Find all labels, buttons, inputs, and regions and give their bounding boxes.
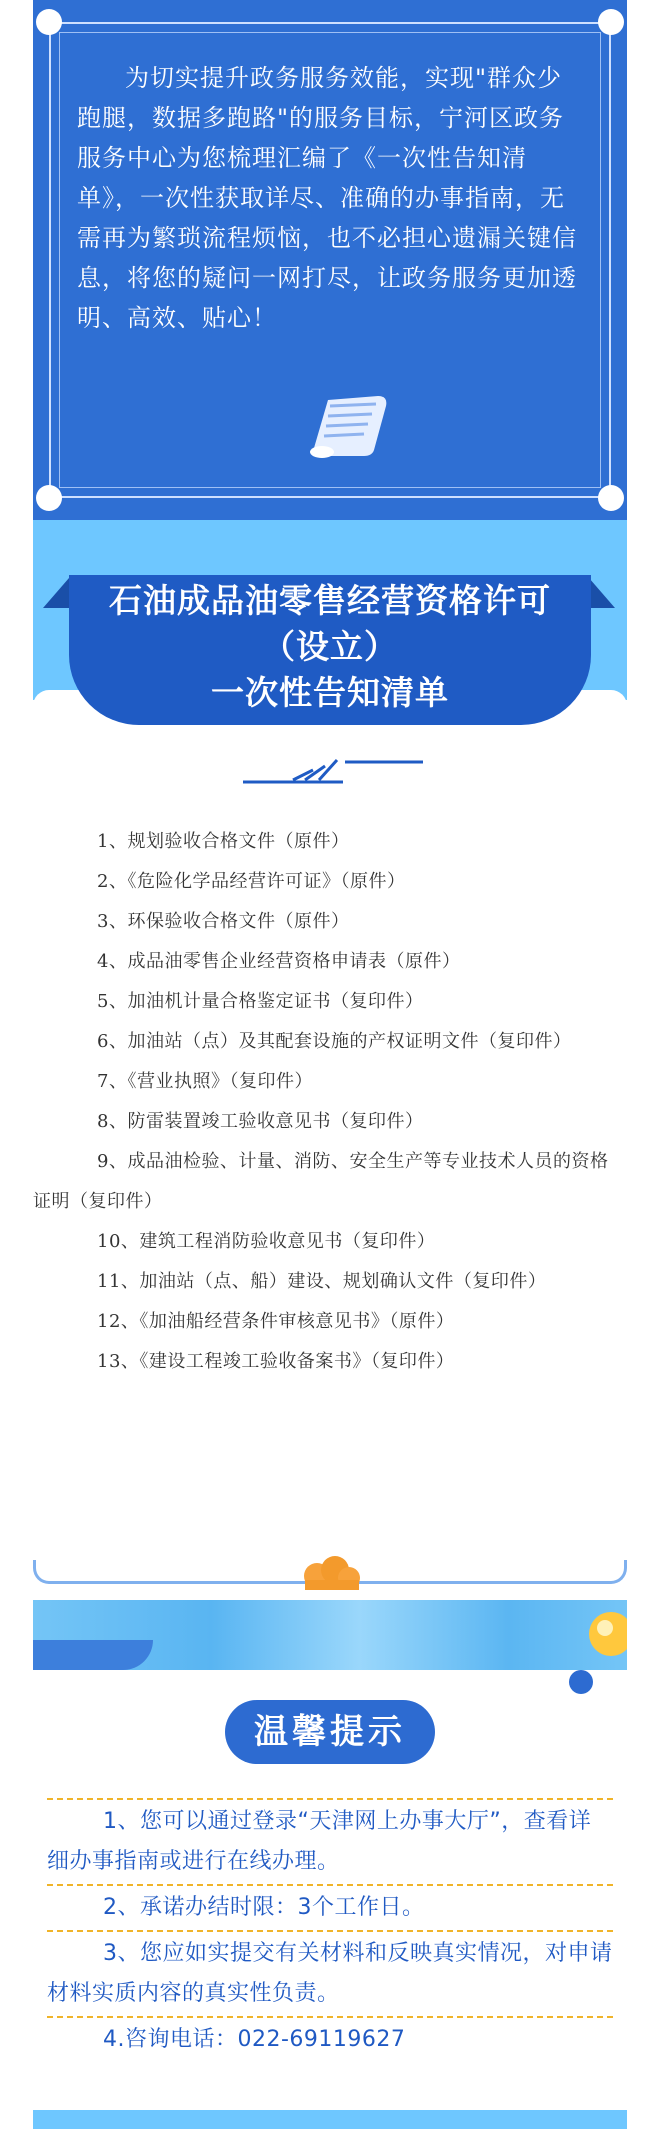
checklist-item: 1、规划验收合格文件（原件） <box>97 831 350 852</box>
checklist-item: 10、建筑工程消防验收意见书（复印件） <box>97 1231 436 1252</box>
checklist-item: 13、《建设工程竣工验收备案书》（复印件） <box>97 1351 455 1372</box>
footer-bar <box>33 2110 627 2129</box>
title-line-2: （设立） <box>262 627 398 666</box>
corner-dot <box>598 9 624 35</box>
page-title <box>69 578 591 716</box>
checklist-item: 5、加油机计量合格鉴定证书（复印件） <box>97 991 424 1012</box>
divider-ornament-icon <box>233 752 433 792</box>
tip-item: 2、承诺办结时限：3个工作日。 <box>47 1884 613 1930</box>
checklist-item: 2、《危险化学品经营许可证》（原件） <box>97 871 406 892</box>
title-line-1: 石油成品油零售经营资格许可 <box>109 581 551 620</box>
cloud-decoration-icon <box>295 1556 365 1590</box>
tips-heading: 温馨提示 <box>225 1700 435 1764</box>
corner-dot <box>598 485 624 511</box>
checklist-item: 3、环保验收合格文件（原件） <box>97 911 350 932</box>
scroll-document-icon <box>308 392 398 462</box>
checklist-item: 12、《加油船经营条件审核意见书》（原件） <box>97 1311 455 1332</box>
checklist-item: 11、加油站（点、船）建设、规划确认文件（复印件） <box>97 1271 547 1292</box>
title-line-3: 一次性告知清单 <box>211 673 449 712</box>
ribbon-fold-right <box>589 578 615 608</box>
notice-page <box>33 0 627 2129</box>
tip-item: 4.咨询电话：022-69119627 <box>47 2016 613 2062</box>
checklist-item: 4、成品油零售企业经营资格申请表（原件） <box>97 951 461 972</box>
tips-list <box>47 1798 613 2062</box>
checklist-item: 7、《营业执照》（复印件） <box>97 1071 313 1092</box>
bubbles-decoration-icon <box>563 1598 627 1698</box>
tips-banner-shade <box>33 1640 153 1670</box>
checklist-item: 9、成品油检验、计量、消防、安全生产等专业技术人员的资格证明（复印件） <box>33 1151 609 1212</box>
materials-checklist <box>33 822 627 1382</box>
intro-panel <box>33 0 627 520</box>
tip-item: 3、您应如实提交有关材料和反映真实情况，对申请材料实质内容的真实性负责。 <box>47 1930 613 2016</box>
intro-text: 为切实提升政务服务效能，实现"群众少跑腿，数据多跑路"的服务目标，宁河区政务服务中心为您梳理汇编了《一次性告知清单》，一次性获取详尽、准确的办事指南，无需再为繁琐流程烦恼，也不必担心遗漏关键信息，将您的疑问一网打尽，让政务服务更加透明、高效、贴心！ <box>77 64 577 332</box>
checklist-item: 6、加油站（点）及其配套设施的产权证明文件（复印件） <box>97 1031 572 1052</box>
ribbon-fold-left <box>43 578 69 608</box>
corner-dot <box>36 9 62 35</box>
checklist-item: 8、防雷装置竣工验收意见书（复印件） <box>97 1111 424 1132</box>
tip-item: 1、您可以通过登录“天津网上办事大厅”，查看详细办事指南或进行在线办理。 <box>47 1798 613 1884</box>
corner-dot <box>36 485 62 511</box>
